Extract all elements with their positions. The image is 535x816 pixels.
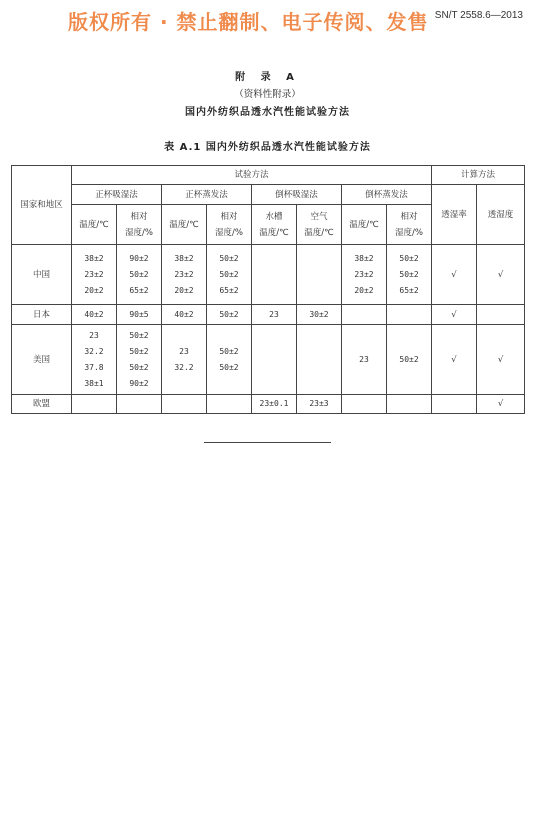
check-cell-rate: √ xyxy=(432,245,477,305)
cell-value: 50±2 xyxy=(399,354,419,364)
cell-value: 90±2 xyxy=(129,253,149,263)
cell-value: 32.2 xyxy=(84,346,104,356)
cell-value: 90±5 xyxy=(129,309,149,319)
header-m1-rh xyxy=(117,205,162,245)
cell-value: 90±2 xyxy=(129,378,149,388)
header-method-1: 正杯吸湿法 xyxy=(72,185,162,205)
value-cell-m2-t xyxy=(162,305,207,325)
cell-value: 32.2 xyxy=(174,362,194,372)
value-cell-m1-t xyxy=(72,395,117,414)
cell-value: 50±2 xyxy=(129,346,149,356)
appendix-name: 国内外纺织品透水汽性能试验方法 xyxy=(185,107,350,118)
rh-label-line-1: 相对 xyxy=(400,211,418,222)
value-cell-m2-rh xyxy=(207,305,252,325)
country-cell: 日本 xyxy=(12,305,72,325)
cell-value: 50±2 xyxy=(219,346,239,356)
cell-value: 37.8 xyxy=(84,362,104,372)
country-cell: 中国 xyxy=(12,245,72,305)
check-cell-permeability: √ xyxy=(477,325,525,395)
value-cell-m1-rh xyxy=(117,245,162,305)
cell-value: 40±2 xyxy=(84,309,104,319)
value-cell-m3-w xyxy=(252,305,297,325)
appendix-subtitle: （资料性附录） xyxy=(234,89,301,100)
cell-value: 50±2 xyxy=(399,269,419,279)
value-cell-m2-rh xyxy=(207,245,252,305)
cell-value: 23±2 xyxy=(84,269,104,279)
header-m1-temp: 温度/℃ xyxy=(72,205,117,245)
check-cell-permeability: √ xyxy=(477,395,525,414)
header-m2-temp: 温度/℃ xyxy=(162,205,207,245)
cell-value: 23 xyxy=(179,346,189,356)
cell-value: 38±1 xyxy=(84,378,104,388)
rh-label-line-2: 湿度/% xyxy=(395,227,423,238)
value-cell-m1-rh xyxy=(117,305,162,325)
header-m4-temp: 温度/℃ xyxy=(342,205,387,245)
header-method-2: 正杯蒸发法 xyxy=(162,185,252,205)
rh-label-line-2: 湿度/% xyxy=(125,227,153,238)
value-cell-m4-t xyxy=(342,325,387,395)
cell-value: 23 xyxy=(269,309,279,319)
check-cell-rate: √ xyxy=(432,305,477,325)
header-m4-rh xyxy=(387,205,432,245)
country-cell: 美国 xyxy=(12,325,72,395)
cell-value: 38±2 xyxy=(84,253,104,263)
value-cell-m4-rh xyxy=(387,325,432,395)
value-cell-m4-t xyxy=(342,245,387,305)
header-calc-methods: 计算方法 xyxy=(432,166,525,185)
test-methods-table xyxy=(11,165,525,414)
cell-value: 65±2 xyxy=(399,285,419,295)
header-permeability: 透湿度 xyxy=(477,185,525,245)
value-cell-m1-t xyxy=(72,325,117,395)
cell-value: 50±2 xyxy=(129,330,149,340)
value-cell-m2-rh xyxy=(207,325,252,395)
header-test-methods: 试验方法 xyxy=(72,166,432,185)
table-row xyxy=(12,325,525,395)
table-row xyxy=(12,305,525,325)
value-cell-m1-rh xyxy=(117,325,162,395)
standard-code: SN/T 2558.6—2013 xyxy=(434,10,523,21)
water-label-line-1: 水槽 xyxy=(265,211,283,222)
water-label-line-2: 温度/℃ xyxy=(259,227,289,238)
cell-value: 65±2 xyxy=(219,285,239,295)
check-cell-permeability: √ xyxy=(477,245,525,305)
air-label-line-1: 空气 xyxy=(310,211,328,222)
value-cell-m3-a xyxy=(297,395,342,414)
cell-value: 50±2 xyxy=(219,309,239,319)
value-cell-m1-rh xyxy=(117,395,162,414)
rh-label-line-1: 相对 xyxy=(220,211,238,222)
table-body xyxy=(12,245,525,414)
header-row-1 xyxy=(12,166,525,185)
cell-value: 23 xyxy=(359,354,369,364)
value-cell-m4-rh xyxy=(387,245,432,305)
header-wvt-rate: 透湿率 xyxy=(432,185,477,245)
cell-value: 20±2 xyxy=(84,285,104,295)
value-cell-m4-t xyxy=(342,395,387,414)
value-cell-m3-w xyxy=(252,245,297,305)
rh-label-line-1: 相对 xyxy=(130,211,148,222)
header-m3-air xyxy=(297,205,342,245)
cell-value: 38±2 xyxy=(354,253,374,263)
check-cell-rate xyxy=(432,395,477,414)
header-m3-water xyxy=(252,205,297,245)
cell-value: 20±2 xyxy=(174,285,194,295)
value-cell-m3-a xyxy=(297,305,342,325)
end-rule xyxy=(204,442,331,443)
cell-value: 40±2 xyxy=(174,309,194,319)
value-cell-m3-w xyxy=(252,395,297,414)
air-label-line-2: 温度/℃ xyxy=(304,227,334,238)
header-method-3: 倒杯吸湿法 xyxy=(252,185,342,205)
header-row-2 xyxy=(12,185,525,205)
table-row xyxy=(12,395,525,414)
value-cell-m2-t xyxy=(162,245,207,305)
country-cell: 欧盟 xyxy=(12,395,72,414)
table-caption: 表 A.1 国内外纺织品透水汽性能试验方法 xyxy=(164,142,371,153)
cell-value: 23±3 xyxy=(309,399,329,408)
table-row xyxy=(12,245,525,305)
value-cell-m4-rh xyxy=(387,305,432,325)
value-cell-m3-a xyxy=(297,325,342,395)
cell-value: 23±2 xyxy=(354,269,374,279)
cell-value: 50±2 xyxy=(129,362,149,372)
cell-value: 20±2 xyxy=(354,285,374,295)
cell-value: 38±2 xyxy=(174,253,194,263)
cell-value: 50±2 xyxy=(219,362,239,372)
value-cell-m3-a xyxy=(297,245,342,305)
cell-value: 30±2 xyxy=(309,309,329,319)
cell-value: 65±2 xyxy=(129,285,149,295)
header-country: 国家和地区 xyxy=(12,166,72,245)
value-cell-m4-t xyxy=(342,305,387,325)
cell-value: 50±2 xyxy=(219,269,239,279)
header-m2-rh xyxy=(207,205,252,245)
cell-value: 23±2 xyxy=(174,269,194,279)
cell-value: 50±2 xyxy=(219,253,239,263)
rh-label-line-2: 湿度/% xyxy=(215,227,243,238)
cell-value: 50±2 xyxy=(399,253,419,263)
value-cell-m3-w xyxy=(252,325,297,395)
value-cell-m4-rh xyxy=(387,395,432,414)
cell-value: 50±2 xyxy=(129,269,149,279)
cell-value: 23 xyxy=(89,330,99,340)
cell-value: 23±0.1 xyxy=(259,399,289,408)
value-cell-m2-t xyxy=(162,395,207,414)
value-cell-m2-t xyxy=(162,325,207,395)
value-cell-m1-t xyxy=(72,305,117,325)
appendix-title: 附 录 A xyxy=(235,72,300,83)
value-cell-m2-rh xyxy=(207,395,252,414)
check-cell-permeability xyxy=(477,305,525,325)
value-cell-m1-t xyxy=(72,245,117,305)
copyright-watermark: 版权所有 · 禁止翻制、电子传阅、发售 xyxy=(68,10,429,34)
header-method-4: 倒杯蒸发法 xyxy=(342,185,432,205)
check-cell-rate: √ xyxy=(432,325,477,395)
